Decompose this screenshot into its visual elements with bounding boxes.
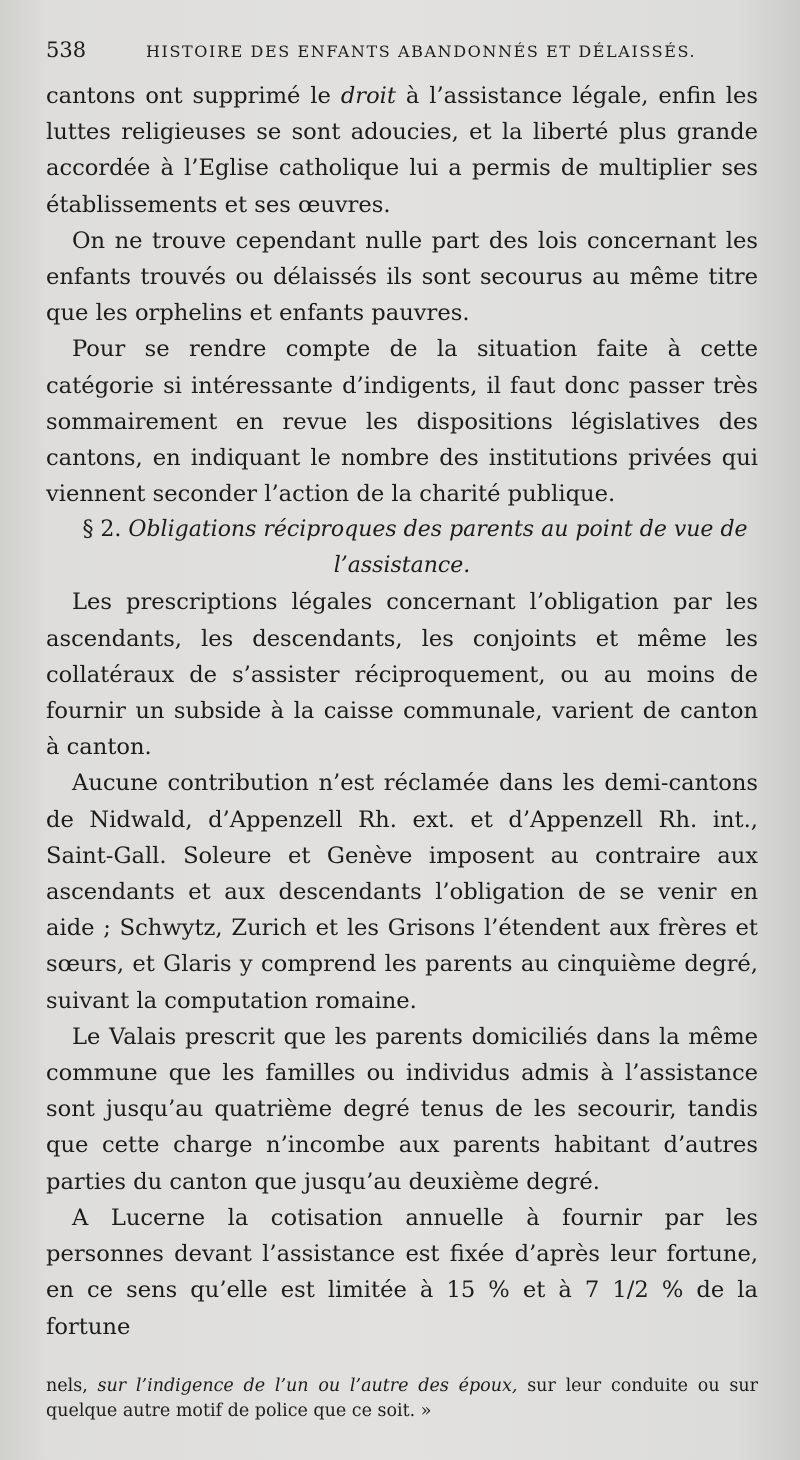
- text-run: à l’assistance légale, enfin les luttes religieuses se sont adoucies, et la liberté plus grande accordée à l’Eglise catholique lui a permis de multiplier ses établissements et ses œuvres.: [46, 83, 758, 218]
- emphasis-droit: droit: [340, 83, 396, 109]
- main-text: [46, 78, 758, 1345]
- paragraph: Aucune contribution n’est réclamée dans les demi-cantons de Nidwald, d’Appenzell Rh. ext. et d’Appenzell Rh. int., Saint-Gall. Soleure et Genève imposent au contraire aux ascendants et aux descendants l’obligation de se venir en aide ; Schwytz, Zurich et les Grisons l’étendent aux frères et sœurs, et Glaris y comprend les parents au cinquième degré, suivant la computation romaine.: [46, 770, 758, 1014]
- section-title: Obligations réciproques des parents au point de vue de l’assistance.: [128, 517, 748, 579]
- paragraph: Le Valais prescrit que les parents domiciliés dans la même commune que les familles ou individus admis à l’assistance sont jusqu’au quatrième degré tenus de les secourir, tandis que cette charge n’incombe aux parents habitant d’autres parties du canton que jusqu’au deuxième degré.: [46, 1023, 758, 1195]
- text-run: cantons ont supprimé le: [46, 83, 341, 109]
- page-number: 538: [46, 38, 87, 62]
- page-header: [46, 38, 766, 68]
- footnote-text: nels,: [46, 1376, 98, 1396]
- running-title: HISTOIRE DES ENFANTS ABANDONNÉS ET DÉLAISSÉS.: [146, 42, 697, 61]
- footnote: [46, 1374, 758, 1424]
- paragraph: On ne trouve cependant nulle part des lois concernant les enfants trouvés ou délaissés ils sont secourus au même titre que les orphelins et enfants pauvres.: [46, 227, 758, 327]
- section-number: § 2.: [82, 517, 122, 543]
- paragraph: A Lucerne la cotisation annuelle à fournir par les personnes devant l’assistance est fixée d’après leur fortune, en ce sens qu’elle est limitée à 15 % et à 7 1/2 % de la fortune: [46, 1204, 758, 1340]
- paragraph: Pour se rendre compte de la situation faite à cette catégorie si intéressante d’indigents, il faut donc passer très sommairement en revue les dispositions législatives des cantons, en indiquant le nombre des institutions privées qui viennent seconder l’action de la charité publique.: [46, 336, 758, 508]
- footnote-text: sur leur conduite ou sur quelque autre motif de police que ce soit. »: [46, 1376, 758, 1421]
- section-heading: [46, 512, 758, 584]
- footnote-emphasis: sur l’indigence de l’un ou l’autre des époux,: [97, 1376, 518, 1396]
- paragraph-continued: [46, 78, 758, 223]
- paragraph: Les prescriptions légales concernant l’obligation par les ascendants, les descendants, les conjoints et même les collatéraux de s’assister réciproquement, ou au moins de fournir un subside à la caisse communale, varient de canton à canton.: [46, 589, 758, 761]
